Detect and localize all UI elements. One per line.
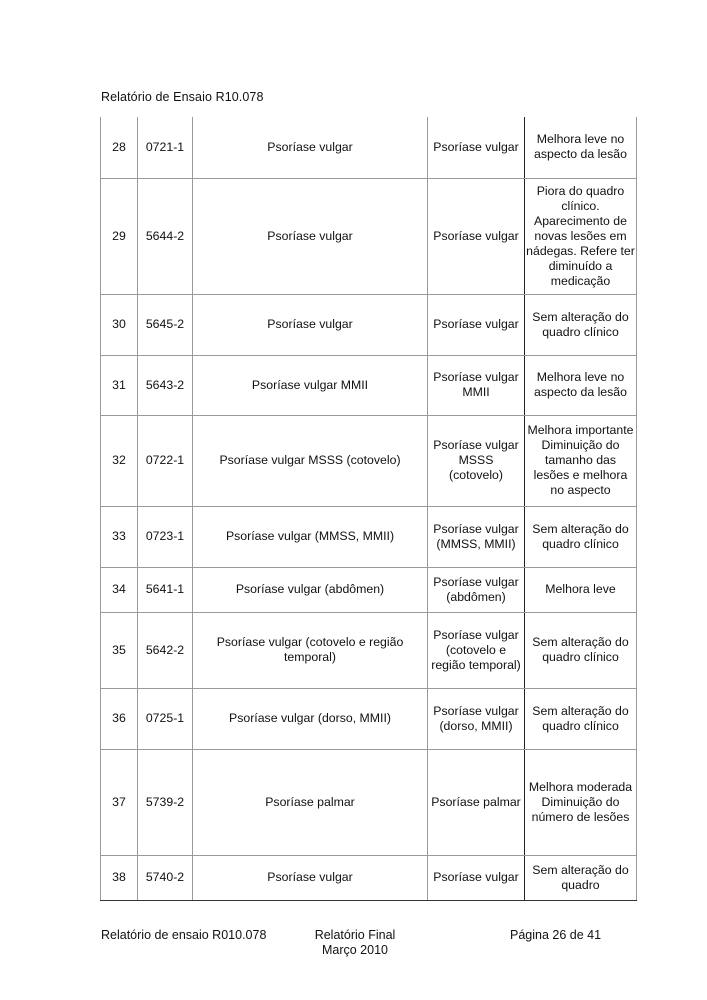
initial-diagnosis-cell: Psoríase vulgar MSSS (cotovelo) <box>193 415 428 506</box>
initial-diagnosis-cell: Psoríase vulgar (MMSS, MMII) <box>193 506 428 567</box>
row-number-cell: 38 <box>101 855 138 900</box>
table-row <box>101 506 637 567</box>
row-number-cell: 30 <box>101 294 138 355</box>
initial-diagnosis-cell: Psoríase vulgar (cotovelo e região temporal) <box>193 612 428 688</box>
clinical-observation-cell: Sem alteração do quadro <box>525 855 637 900</box>
final-diagnosis-cell: Psoríase vulgar (dorso, MMII) <box>428 688 525 749</box>
patient-code-cell: 5645-2 <box>138 294 193 355</box>
patient-code-cell: 5740-2 <box>138 855 193 900</box>
table-row <box>101 415 637 506</box>
final-diagnosis-cell: Psoríase vulgar <box>428 294 525 355</box>
results-table <box>100 117 637 901</box>
final-diagnosis-cell: Psoríase vulgar (cotovelo e região temporal) <box>428 612 525 688</box>
footer-report-type-label: Relatório Final <box>314 928 396 942</box>
page-header-title: Relatório de Ensaio R10.078 <box>101 90 264 104</box>
patient-code-cell: 0721-1 <box>138 117 193 178</box>
patient-code-cell: 5642-2 <box>138 612 193 688</box>
clinical-observation-cell: Sem alteração do quadro clínico <box>525 688 637 749</box>
footer-page-number: Página 26 de 41 <box>510 928 602 942</box>
row-number-cell: 33 <box>101 506 138 567</box>
row-number-cell: 36 <box>101 688 138 749</box>
initial-diagnosis-cell: Psoríase vulgar <box>193 294 428 355</box>
final-diagnosis-cell: Psoríase vulgar (abdômen) <box>428 567 525 612</box>
clinical-observation-cell: Melhora leve no aspecto da lesão <box>525 117 637 178</box>
clinical-observation-cell: Melhora leve <box>525 567 637 612</box>
final-diagnosis-cell: Psoríase vulgar (MMSS, MMII) <box>428 506 525 567</box>
row-number-cell: 31 <box>101 355 138 415</box>
footer-report-type <box>310 928 400 958</box>
patient-code-cell: 5641-1 <box>138 567 193 612</box>
table-row <box>101 178 637 294</box>
final-diagnosis-cell: Psoríase vulgar <box>428 178 525 294</box>
final-diagnosis-cell: Psoríase vulgar MMII <box>428 355 525 415</box>
footer-report-id: Relatório de ensaio R010.078 <box>101 928 267 942</box>
patient-code-cell: 5739-2 <box>138 749 193 855</box>
row-number-cell: 35 <box>101 612 138 688</box>
initial-diagnosis-cell: Psoríase vulgar MMII <box>193 355 428 415</box>
patient-code-cell: 5644-2 <box>138 178 193 294</box>
table-row <box>101 294 637 355</box>
footer-report-date: Março 2010 <box>321 943 388 957</box>
final-diagnosis-cell: Psoríase vulgar <box>428 855 525 900</box>
initial-diagnosis-cell: Psoríase vulgar <box>193 178 428 294</box>
patient-code-cell: 0723-1 <box>138 506 193 567</box>
clinical-observation-cell: Melhora leve no aspecto da lesão <box>525 355 637 415</box>
row-number-cell: 29 <box>101 178 138 294</box>
clinical-observation-cell: Piora do quadro clínico. Aparecimento de novas lesões em nádegas. Refere ter diminuído a medicação <box>525 178 637 294</box>
initial-diagnosis-cell: Psoríase vulgar <box>193 855 428 900</box>
patient-code-cell: 0725-1 <box>138 688 193 749</box>
patient-code-cell: 5643-2 <box>138 355 193 415</box>
table-row <box>101 355 637 415</box>
table-row <box>101 749 637 855</box>
table-row <box>101 117 637 178</box>
final-diagnosis-cell: Psoríase palmar <box>428 749 525 855</box>
patient-code-cell: 0722-1 <box>138 415 193 506</box>
final-diagnosis-cell: Psoríase vulgar <box>428 117 525 178</box>
table-row <box>101 612 637 688</box>
initial-diagnosis-cell: Psoríase palmar <box>193 749 428 855</box>
row-number-cell: 34 <box>101 567 138 612</box>
initial-diagnosis-cell: Psoríase vulgar <box>193 117 428 178</box>
table-row <box>101 567 637 612</box>
clinical-observation-cell: Sem alteração do quadro clínico <box>525 612 637 688</box>
initial-diagnosis-cell: Psoríase vulgar (dorso, MMII) <box>193 688 428 749</box>
table-row <box>101 855 637 900</box>
clinical-observation-cell: Sem alteração do quadro clínico <box>525 294 637 355</box>
row-number-cell: 37 <box>101 749 138 855</box>
row-number-cell: 32 <box>101 415 138 506</box>
clinical-observation-cell: Melhora moderada Diminuição do número de lesões <box>525 749 637 855</box>
clinical-observation-cell: Sem alteração do quadro clínico <box>525 506 637 567</box>
initial-diagnosis-cell: Psoríase vulgar (abdômen) <box>193 567 428 612</box>
table-row <box>101 688 637 749</box>
results-table-body <box>101 117 637 900</box>
clinical-observation-cell: Melhora importante Diminuição do tamanho das lesões e melhora no aspecto <box>525 415 637 506</box>
final-diagnosis-cell: Psoríase vulgar MSSS (cotovelo) <box>428 415 525 506</box>
row-number-cell: 28 <box>101 117 138 178</box>
